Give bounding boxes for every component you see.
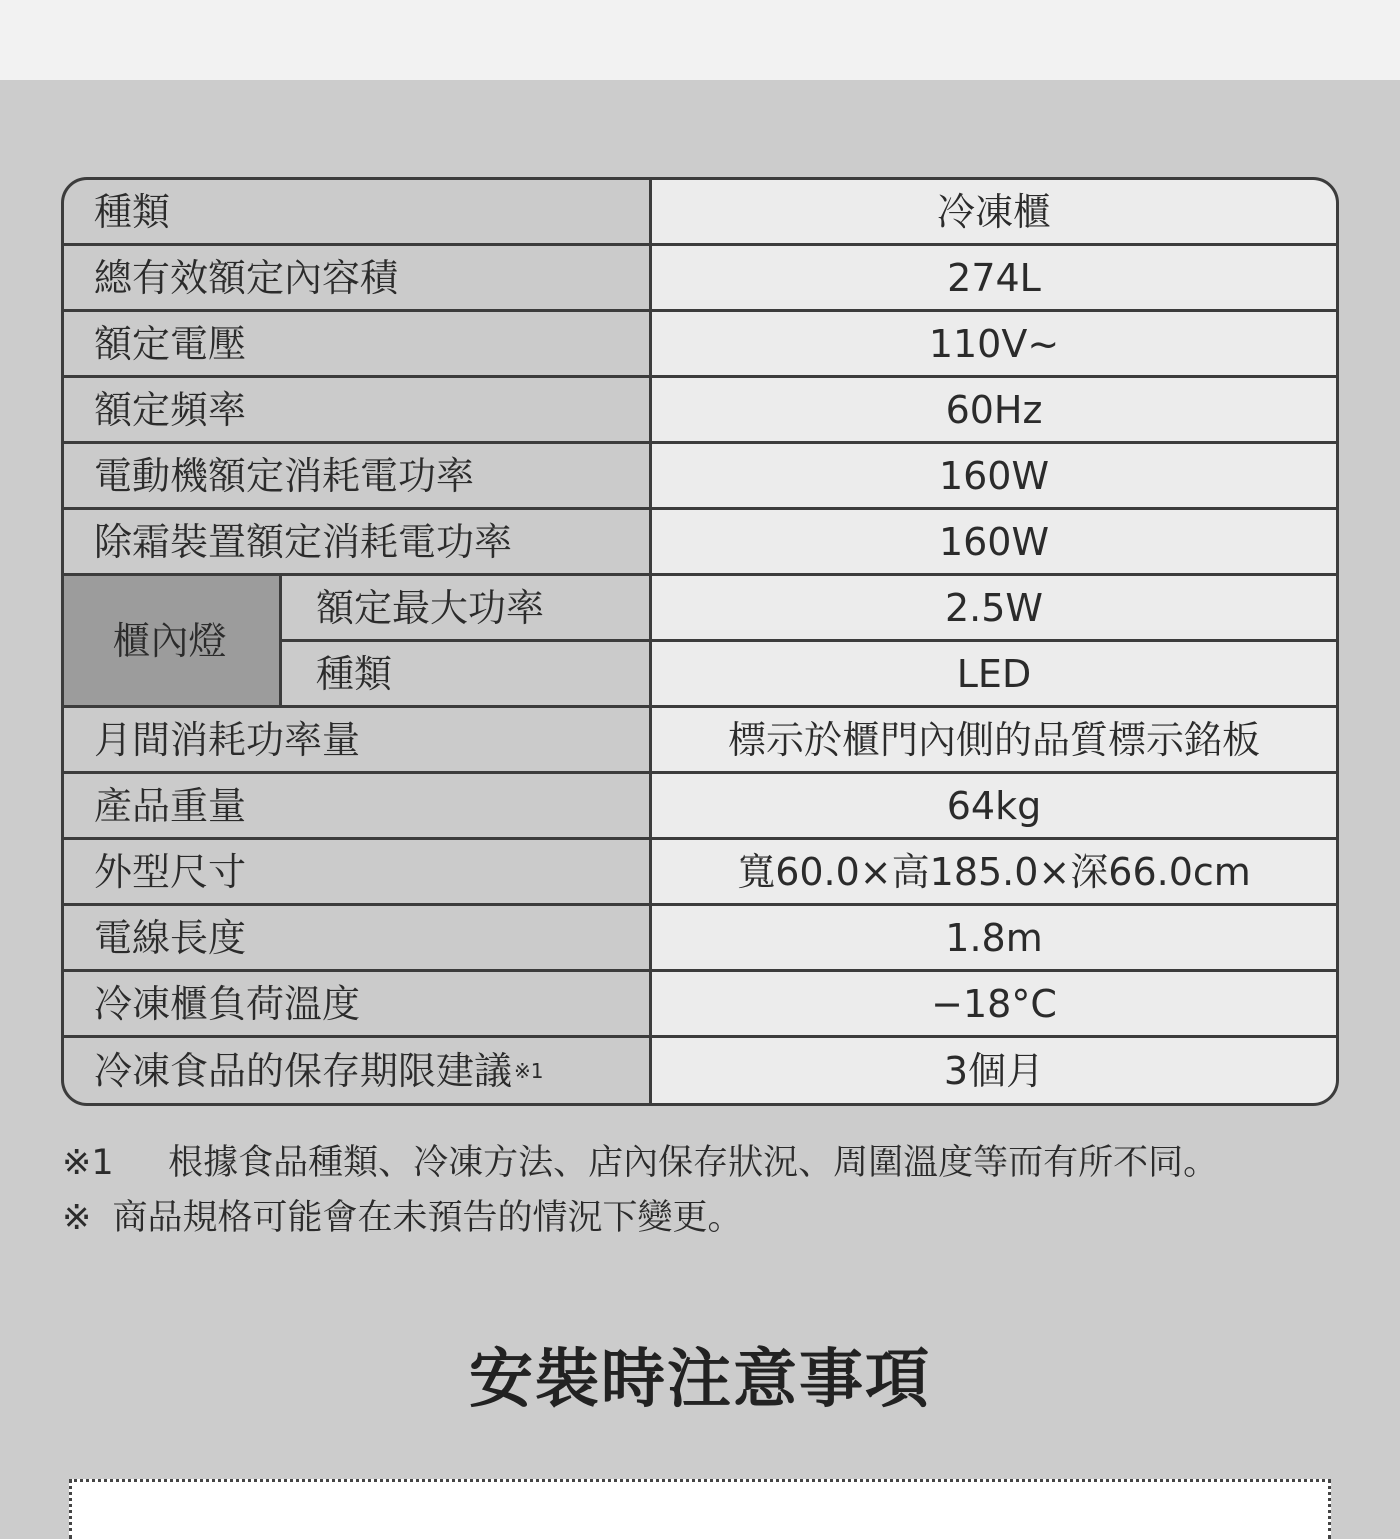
footnote-1-text: 根據食品種類、冷凍方法、店內保存狀況、周圍溫度等而有所不同。	[168, 1143, 1219, 1183]
footnote-2-mark: ※	[62, 1198, 92, 1238]
footnote-2-text: 商品規格可能會在未預告的情況下變更。	[112, 1198, 743, 1238]
spec-label-light-type: 種類	[282, 642, 649, 705]
footnotes	[62, 1136, 1362, 1246]
spec-label-frequency: 額定頻率	[64, 378, 649, 441]
spec-label-defrost-power: 除霜裝置額定消耗電功率	[64, 510, 649, 573]
spec-label-dimensions: 外型尺寸	[64, 840, 649, 903]
storage-period-label-text: 冷凍食品的保存期限建議	[94, 1048, 513, 1093]
top-band	[0, 0, 1400, 80]
spec-value-voltage: 110V~	[652, 312, 1336, 375]
spec-label-type: 種類	[64, 180, 649, 243]
spec-group-interior-light: 櫃內燈	[64, 576, 279, 705]
spec-label-load-temperature: 冷凍櫃負荷溫度	[64, 972, 649, 1035]
spec-table	[61, 177, 1339, 1106]
spec-value-capacity: 274L	[652, 246, 1336, 309]
dotted-content-box	[69, 1479, 1331, 1539]
spec-value-type: 冷凍櫃	[652, 180, 1336, 243]
spec-label-light-max-power: 額定最大功率	[282, 576, 649, 639]
section-title: 安裝時注意事項	[469, 1343, 931, 1417]
spec-value-frequency: 60Hz	[652, 378, 1336, 441]
footnote-1	[62, 1136, 1362, 1191]
footnote-1-mark: ※1	[62, 1143, 114, 1183]
spec-value-monthly-consumption: 標示於櫃門內側的品質標示銘板	[652, 708, 1336, 771]
spec-value-light-max-power: 2.5W	[652, 576, 1336, 639]
spec-label-cord-length: 電線長度	[64, 906, 649, 969]
footnote-2	[62, 1191, 1362, 1246]
spec-value-weight: 64kg	[652, 774, 1336, 837]
spec-value-defrost-power: 160W	[652, 510, 1336, 573]
spec-value-storage-period: 3個月	[652, 1038, 1336, 1103]
spec-label-capacity: 總有效額定內容積	[64, 246, 649, 309]
spec-value-dimensions: 寬60.0×高185.0×深66.0cm	[652, 840, 1336, 903]
spec-label-monthly-consumption: 月間消耗功率量	[64, 708, 649, 771]
spec-value-motor-power: 160W	[652, 444, 1336, 507]
spec-label-weight: 產品重量	[64, 774, 649, 837]
spec-label-motor-power: 電動機額定消耗電功率	[64, 444, 649, 507]
spec-value-load-temperature: −18°C	[652, 972, 1336, 1035]
spec-label-voltage: 額定電壓	[64, 312, 649, 375]
footnote-marker: ※1	[514, 1058, 544, 1083]
spec-label-storage-period	[64, 1038, 649, 1103]
spec-value-cord-length: 1.8m	[652, 906, 1336, 969]
spec-value-light-type: LED	[652, 642, 1336, 705]
